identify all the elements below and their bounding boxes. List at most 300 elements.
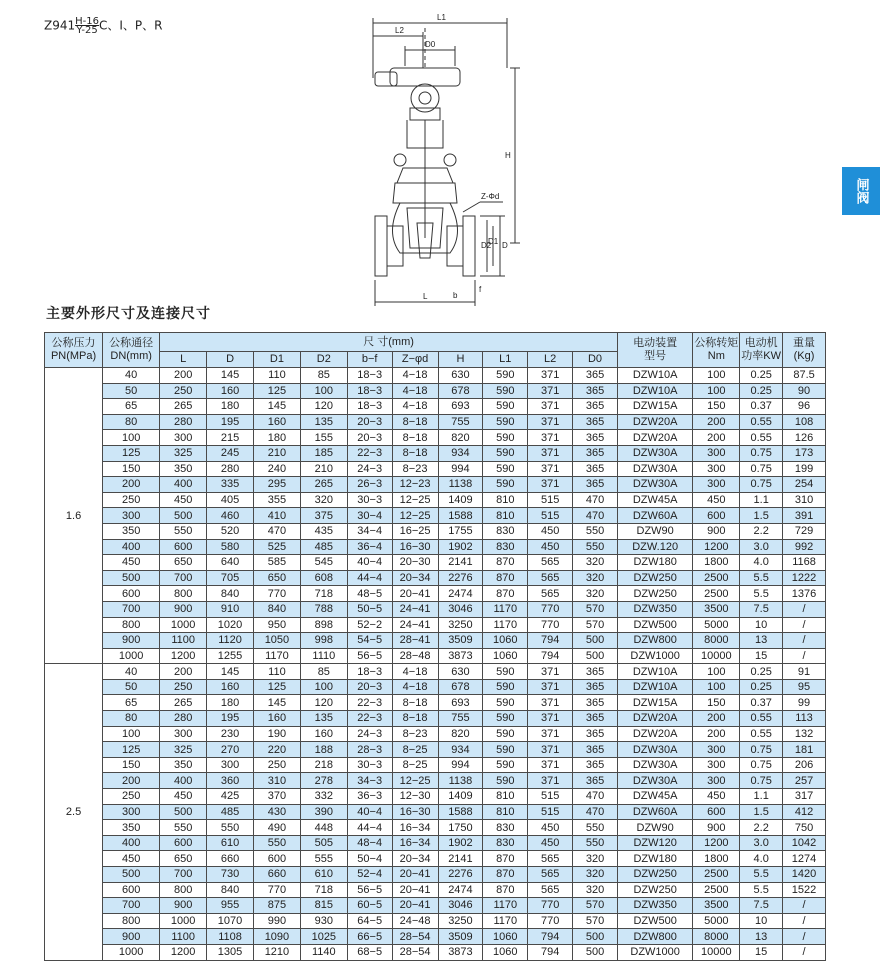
table-cell: 0.25 xyxy=(740,383,783,399)
table-cell: 16−25 xyxy=(392,523,438,539)
table-cell: 1902 xyxy=(438,539,483,555)
table-cell: 565 xyxy=(528,555,573,571)
table-cell: 3873 xyxy=(438,944,483,960)
table-cell: 870 xyxy=(483,851,528,867)
table-cell: 565 xyxy=(528,882,573,898)
table-cell: DZW30A xyxy=(617,757,692,773)
table-cell: 1050 xyxy=(253,633,300,649)
table-cell: 600 xyxy=(693,508,740,524)
table-cell: 371 xyxy=(528,399,573,415)
table-cell: 500 xyxy=(103,867,160,883)
table-cell: 200 xyxy=(160,664,207,680)
table-cell: 515 xyxy=(528,789,573,805)
table-cell: 325 xyxy=(160,445,207,461)
table-cell: 360 xyxy=(207,773,254,789)
table-cell: 18−3 xyxy=(347,368,392,384)
table-cell: 24−48 xyxy=(392,913,438,929)
table-cell: 28−48 xyxy=(392,648,438,664)
table-cell: 80 xyxy=(103,711,160,727)
table-cell: 2474 xyxy=(438,586,483,602)
table-cell: 830 xyxy=(483,835,528,851)
table-cell: 1409 xyxy=(438,492,483,508)
table-cell: 590 xyxy=(483,711,528,727)
table-cell: 994 xyxy=(438,757,483,773)
table-cell: 450 xyxy=(693,492,740,508)
table-cell: 0.55 xyxy=(740,414,783,430)
table-cell: 550 xyxy=(207,820,254,836)
table-cell: 200 xyxy=(160,368,207,384)
table-cell: 20−34 xyxy=(392,851,438,867)
table-cell: 0.25 xyxy=(740,368,783,384)
table-cell: 210 xyxy=(300,461,347,477)
table-cell: DZW60A xyxy=(617,804,692,820)
table-cell: DZW45A xyxy=(617,789,692,805)
model-bottom: Y-25 xyxy=(76,25,98,36)
table-cell: 355 xyxy=(253,492,300,508)
table-cell: 450 xyxy=(160,789,207,805)
table-cell: 470 xyxy=(573,789,618,805)
table-cell: 718 xyxy=(300,882,347,898)
table-cell: 16−34 xyxy=(392,835,438,851)
table-cell: 135 xyxy=(300,414,347,430)
table-cell: 900 xyxy=(103,633,160,649)
table-cell: / xyxy=(783,929,826,945)
table-row xyxy=(45,414,826,430)
table-row xyxy=(45,445,826,461)
table-cell: 450 xyxy=(528,523,573,539)
table-cell: DZW20A xyxy=(617,711,692,727)
table-cell: DZW20A xyxy=(617,414,692,430)
section-title: 主要外形尺寸及连接尺寸 xyxy=(46,306,211,322)
table-cell: 40 xyxy=(103,664,160,680)
table-cell: 265 xyxy=(160,399,207,415)
table-cell: 580 xyxy=(207,539,254,555)
table-cell: 2141 xyxy=(438,851,483,867)
dimensions-table xyxy=(44,332,826,961)
table-cell: 1800 xyxy=(693,851,740,867)
table-cell: 320 xyxy=(573,851,618,867)
table-cell: 590 xyxy=(483,773,528,789)
table-cell: 371 xyxy=(528,430,573,446)
table-cell: 195 xyxy=(207,414,254,430)
table-cell: 1100 xyxy=(160,633,207,649)
table-cell: 365 xyxy=(573,477,618,493)
table-cell: 125 xyxy=(103,742,160,758)
table-cell: 1000 xyxy=(103,944,160,960)
table-cell: 770 xyxy=(528,601,573,617)
table-cell: 215 xyxy=(207,430,254,446)
table-row xyxy=(45,477,826,493)
table-cell: 729 xyxy=(783,523,826,539)
table-cell: 525 xyxy=(253,539,300,555)
table-cell: 570 xyxy=(573,617,618,633)
table-cell: 24−41 xyxy=(392,601,438,617)
table-cell: 240 xyxy=(253,461,300,477)
table-row xyxy=(45,461,826,477)
table-cell: 794 xyxy=(528,648,573,664)
table-cell: 5000 xyxy=(693,913,740,929)
table-cell: 794 xyxy=(528,944,573,960)
table-cell: 99 xyxy=(783,695,826,711)
label-D: D xyxy=(502,241,508,250)
table-row xyxy=(45,368,826,384)
table-cell: 820 xyxy=(438,726,483,742)
table-cell: 310 xyxy=(783,492,826,508)
table-cell: 64−5 xyxy=(347,913,392,929)
table-cell: 113 xyxy=(783,711,826,727)
table-cell: 1.1 xyxy=(740,789,783,805)
table-cell: 350 xyxy=(160,757,207,773)
table-cell: 0.55 xyxy=(740,711,783,727)
table-cell: 990 xyxy=(253,913,300,929)
table-cell: 28−54 xyxy=(392,929,438,945)
table-cell: 391 xyxy=(783,508,826,524)
table-cell: 300 xyxy=(103,804,160,820)
table-cell: 550 xyxy=(573,523,618,539)
table-cell: 700 xyxy=(103,898,160,914)
table-cell: 590 xyxy=(483,461,528,477)
table-cell: 400 xyxy=(160,477,207,493)
table-cell: 400 xyxy=(103,835,160,851)
table-cell: 190 xyxy=(253,726,300,742)
table-cell: 565 xyxy=(528,867,573,883)
table-row xyxy=(45,679,826,695)
table-cell: 200 xyxy=(693,711,740,727)
table-cell: 934 xyxy=(438,445,483,461)
label-H: H xyxy=(505,151,511,160)
table-cell: 68−5 xyxy=(347,944,392,960)
table-cell: / xyxy=(783,913,826,929)
table-cell: 788 xyxy=(300,601,347,617)
table-cell: 5.5 xyxy=(740,570,783,586)
table-cell: 135 xyxy=(300,711,347,727)
table-cell: 600 xyxy=(253,851,300,867)
table-row xyxy=(45,757,826,773)
label-L2: L2 xyxy=(395,26,404,35)
table-cell: 20−34 xyxy=(392,570,438,586)
table-row xyxy=(45,523,826,539)
pn-cell: 2.5 xyxy=(45,664,103,960)
table-cell: 1170 xyxy=(483,913,528,929)
table-cell: 550 xyxy=(573,539,618,555)
table-cell: 1138 xyxy=(438,773,483,789)
table-cell: 230 xyxy=(207,726,254,742)
table-row xyxy=(45,383,826,399)
table-cell: 5000 xyxy=(693,617,740,633)
header-L2: L2 xyxy=(528,352,573,368)
table-cell: / xyxy=(783,944,826,960)
table-cell: 371 xyxy=(528,383,573,399)
table-cell: 12−25 xyxy=(392,773,438,789)
table-cell: 565 xyxy=(528,851,573,867)
table-cell: DZW1000 xyxy=(617,944,692,960)
table-cell: 600 xyxy=(160,539,207,555)
table-cell: DZW250 xyxy=(617,570,692,586)
table-cell: 65 xyxy=(103,399,160,415)
table-cell: DZW.120 xyxy=(617,539,692,555)
header-torque: 公称转矩 Nm xyxy=(693,333,740,368)
table-cell: 18−3 xyxy=(347,664,392,680)
table-cell: 400 xyxy=(160,773,207,789)
header-power: 电动机 功率KW xyxy=(740,333,783,368)
table-cell: 0.75 xyxy=(740,477,783,493)
table-cell: 250 xyxy=(160,383,207,399)
table-cell: 815 xyxy=(300,898,347,914)
table-cell: 1060 xyxy=(483,648,528,664)
table-cell: DZW30A xyxy=(617,461,692,477)
table-cell: 660 xyxy=(207,851,254,867)
table-cell: 200 xyxy=(103,773,160,789)
table-cell: 371 xyxy=(528,368,573,384)
table-cell: 515 xyxy=(528,804,573,820)
table-cell: 650 xyxy=(253,570,300,586)
table-cell: 810 xyxy=(483,804,528,820)
table-cell: 50−5 xyxy=(347,601,392,617)
table-cell: 500 xyxy=(573,633,618,649)
model-prefix: Z941 xyxy=(44,18,76,33)
table-cell: 470 xyxy=(573,492,618,508)
table-cell: 365 xyxy=(573,383,618,399)
table-cell: 600 xyxy=(103,586,160,602)
table-cell: 300 xyxy=(103,508,160,524)
table-cell: DZW1000 xyxy=(617,648,692,664)
table-row xyxy=(45,804,826,820)
table-cell: 320 xyxy=(573,555,618,571)
table-row xyxy=(45,555,826,571)
table-cell: 470 xyxy=(253,523,300,539)
table-cell: 470 xyxy=(573,804,618,820)
table-row xyxy=(45,695,826,711)
table-cell: 500 xyxy=(160,804,207,820)
table-cell: 1200 xyxy=(693,539,740,555)
table-cell: 371 xyxy=(528,461,573,477)
table-cell: 50 xyxy=(103,679,160,695)
table-cell: 485 xyxy=(300,539,347,555)
table-cell: 0.55 xyxy=(740,430,783,446)
table-cell: DZW20A xyxy=(617,430,692,446)
category-tab[interactable]: 闸阀 xyxy=(842,167,880,215)
table-cell: 300 xyxy=(693,742,740,758)
table-cell: 108 xyxy=(783,414,826,430)
table-cell: 100 xyxy=(693,664,740,680)
table-cell: 570 xyxy=(573,913,618,929)
table-cell: 545 xyxy=(300,555,347,571)
label-D1: D1 xyxy=(488,237,499,246)
table-cell: 320 xyxy=(573,882,618,898)
table-cell: 85 xyxy=(300,368,347,384)
table-cell: 370 xyxy=(253,789,300,805)
valve-drawing xyxy=(345,8,545,308)
table-cell: 4−18 xyxy=(392,368,438,384)
table-cell: 200 xyxy=(693,430,740,446)
pn-cell: 1.6 xyxy=(45,368,103,664)
table-cell: 1200 xyxy=(160,944,207,960)
table-cell: 870 xyxy=(483,586,528,602)
table-cell: 3.0 xyxy=(740,835,783,851)
header-D: D xyxy=(207,352,254,368)
table-cell: 10 xyxy=(740,617,783,633)
table-cell: 3500 xyxy=(693,601,740,617)
table-cell: 870 xyxy=(483,555,528,571)
table-cell: 300 xyxy=(160,430,207,446)
table-cell: 3509 xyxy=(438,929,483,945)
table-cell: 590 xyxy=(483,414,528,430)
table-cell: 56−5 xyxy=(347,882,392,898)
table-cell: 500 xyxy=(573,944,618,960)
table-cell: 590 xyxy=(483,695,528,711)
header-pn: 公称压力 PN(MPa) xyxy=(45,333,103,368)
table-cell: 100 xyxy=(300,679,347,695)
table-cell: 570 xyxy=(573,601,618,617)
table-row xyxy=(45,851,826,867)
table-cell: 490 xyxy=(253,820,300,836)
table-cell: 1060 xyxy=(483,633,528,649)
table-cell: 160 xyxy=(207,679,254,695)
table-cell: 2500 xyxy=(693,570,740,586)
table-cell: 20−3 xyxy=(347,679,392,695)
table-cell: 1170 xyxy=(483,898,528,914)
table-cell: 810 xyxy=(483,508,528,524)
table-cell: 150 xyxy=(103,757,160,773)
table-cell: 250 xyxy=(103,492,160,508)
table-cell: 125 xyxy=(103,445,160,461)
table-cell: 365 xyxy=(573,430,618,446)
table-cell: DZW250 xyxy=(617,867,692,883)
table-cell: 550 xyxy=(253,835,300,851)
table-cell: 100 xyxy=(103,430,160,446)
table-cell: 1108 xyxy=(207,929,254,945)
table-cell: 3509 xyxy=(438,633,483,649)
table-cell: 28−3 xyxy=(347,742,392,758)
table-cell: 365 xyxy=(573,695,618,711)
table-cell: 630 xyxy=(438,664,483,680)
table-cell: 1100 xyxy=(160,929,207,945)
table-cell: 718 xyxy=(300,586,347,602)
table-cell: 4.0 xyxy=(740,555,783,571)
table-cell: 2474 xyxy=(438,882,483,898)
table-cell: 110 xyxy=(253,664,300,680)
table-cell: 145 xyxy=(253,399,300,415)
table-cell: 54−5 xyxy=(347,633,392,649)
table-row xyxy=(45,898,826,914)
table-cell: 590 xyxy=(483,742,528,758)
table-cell: 22−3 xyxy=(347,695,392,711)
table-cell: 30−4 xyxy=(347,508,392,524)
table-cell: 1750 xyxy=(438,820,483,836)
table-cell: 50 xyxy=(103,383,160,399)
table-cell: 150 xyxy=(693,399,740,415)
table-cell: 295 xyxy=(253,477,300,493)
table-row xyxy=(45,601,826,617)
model-top: H-16 xyxy=(75,16,99,27)
table-cell: 1902 xyxy=(438,835,483,851)
table-cell: 188 xyxy=(300,742,347,758)
table-cell: 460 xyxy=(207,508,254,524)
table-cell: 199 xyxy=(783,461,826,477)
table-cell: 60−5 xyxy=(347,898,392,914)
table-cell: 10 xyxy=(740,913,783,929)
table-cell: 2.2 xyxy=(740,820,783,836)
table-cell: 590 xyxy=(483,477,528,493)
table-row xyxy=(45,882,826,898)
table-row xyxy=(45,929,826,945)
table-cell: DZW30A xyxy=(617,445,692,461)
table-cell: 830 xyxy=(483,523,528,539)
table-cell: 830 xyxy=(483,539,528,555)
table-cell: 4−18 xyxy=(392,383,438,399)
table-cell: 750 xyxy=(783,820,826,836)
table-cell: 900 xyxy=(103,929,160,945)
table-cell: 18−3 xyxy=(347,399,392,415)
table-cell: 317 xyxy=(783,789,826,805)
table-cell: 36−3 xyxy=(347,789,392,805)
table-cell: 565 xyxy=(528,586,573,602)
table-cell: 840 xyxy=(207,586,254,602)
table-cell: 450 xyxy=(528,820,573,836)
table-cell: 375 xyxy=(300,508,347,524)
table-cell: 755 xyxy=(438,711,483,727)
table-cell: 220 xyxy=(253,742,300,758)
table-cell: 280 xyxy=(160,711,207,727)
table-cell: 180 xyxy=(253,430,300,446)
table-cell: 160 xyxy=(300,726,347,742)
table-cell: 1200 xyxy=(160,648,207,664)
table-row xyxy=(45,742,826,758)
table-cell: 320 xyxy=(573,867,618,883)
table-cell: 95 xyxy=(783,679,826,695)
table-cell: 125 xyxy=(253,383,300,399)
table-cell: 310 xyxy=(253,773,300,789)
table-cell: 332 xyxy=(300,789,347,805)
header-L: L xyxy=(160,352,207,368)
table-cell: DZW30A xyxy=(617,773,692,789)
label-L: L xyxy=(423,292,428,301)
table-cell: 8−18 xyxy=(392,695,438,711)
table-cell: 24−3 xyxy=(347,461,392,477)
table-cell: DZW10A xyxy=(617,368,692,384)
table-cell: 270 xyxy=(207,742,254,758)
model-pressure-stack xyxy=(75,17,99,35)
table-row xyxy=(45,944,826,960)
table-cell: 693 xyxy=(438,695,483,711)
table-cell: 3873 xyxy=(438,648,483,664)
table-cell: 405 xyxy=(207,492,254,508)
table-cell: 160 xyxy=(207,383,254,399)
table-cell: 400 xyxy=(103,539,160,555)
table-cell: 1120 xyxy=(207,633,254,649)
table-cell: 365 xyxy=(573,757,618,773)
table-cell: 90 xyxy=(783,383,826,399)
table-cell: 992 xyxy=(783,539,826,555)
table-cell: 1800 xyxy=(693,555,740,571)
table-cell: 590 xyxy=(483,757,528,773)
table-cell: 371 xyxy=(528,726,573,742)
table-cell: 110 xyxy=(253,368,300,384)
table-cell: 1255 xyxy=(207,648,254,664)
table-cell: 755 xyxy=(438,414,483,430)
table-cell: 1170 xyxy=(253,648,300,664)
table-cell: 8000 xyxy=(693,929,740,945)
table-cell: 20−41 xyxy=(392,898,438,914)
table-cell: 371 xyxy=(528,773,573,789)
table-cell: DZW90 xyxy=(617,820,692,836)
table-cell: 100 xyxy=(103,726,160,742)
table-cell: 794 xyxy=(528,929,573,945)
table-cell: 950 xyxy=(253,617,300,633)
table-cell: 1755 xyxy=(438,523,483,539)
table-cell: 610 xyxy=(207,835,254,851)
table-cell: 448 xyxy=(300,820,347,836)
